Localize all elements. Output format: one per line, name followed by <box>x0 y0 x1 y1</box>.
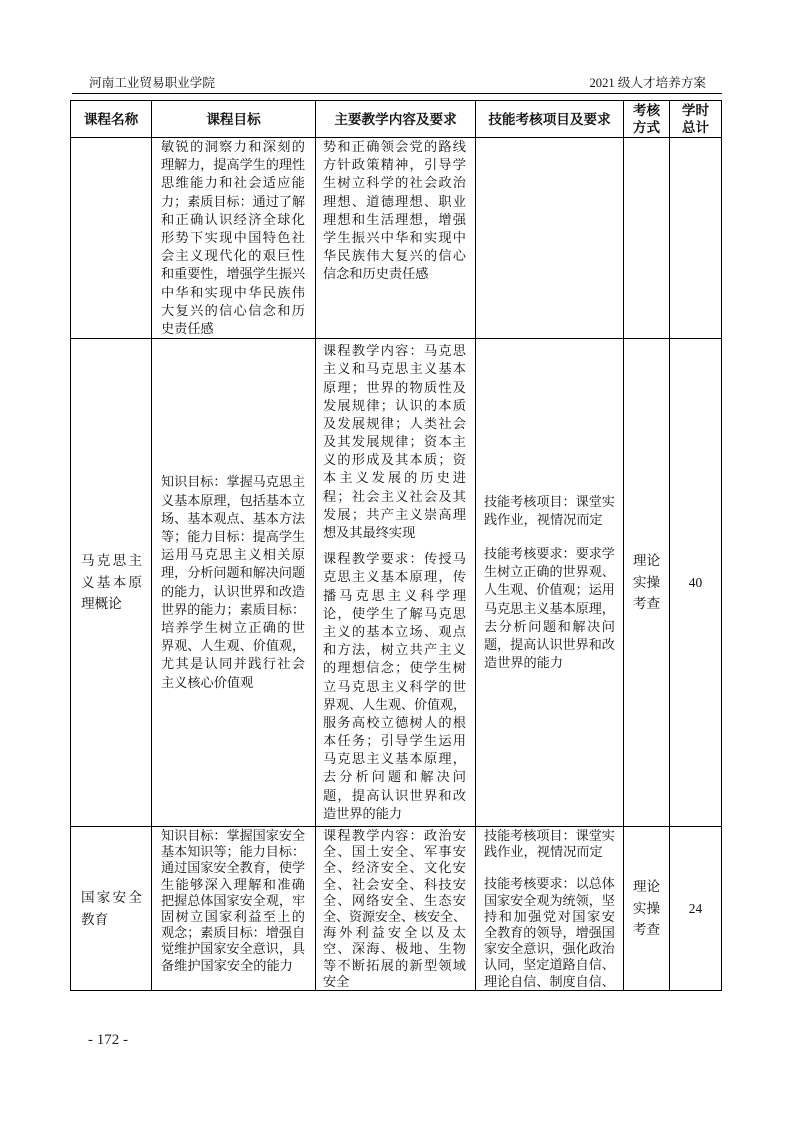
cell-paragraph <box>161 138 305 338</box>
cell-course-name <box>71 138 152 339</box>
text-line: 题，提高认识世界和改 <box>484 637 615 653</box>
text-line: 全教育的领导，增强国 <box>484 925 615 940</box>
text-line: 家安全意识，强化政治 <box>484 941 615 957</box>
text-line: 及发展规律；人类社会 <box>323 415 466 431</box>
cell-method <box>624 339 670 827</box>
text-line: 大复兴的信心信念和历 <box>161 302 305 318</box>
text-line: 运用马克思主义相关原 <box>161 547 305 563</box>
text-line: 理，分析问题和解决问题 <box>161 565 306 581</box>
text-line: 史责任感 <box>161 320 214 336</box>
text-line: 持和加强党对国家安 <box>484 908 615 924</box>
text-line: 理想、道德理想、职业 <box>323 193 466 209</box>
cell-paragraph <box>161 828 305 974</box>
hours-text: 40 <box>688 574 703 590</box>
text-line: 全、资源安全、核安全、 <box>323 909 467 924</box>
text-line: 造世界的能力 <box>484 655 564 671</box>
cell-course-name <box>71 827 152 991</box>
text-line: 播马克思主义科学理 <box>323 587 466 603</box>
column-header-skills: 技能考核项目及要求 <box>476 101 624 138</box>
course-name-text: 国家安全教育 <box>81 890 142 927</box>
cell-objectives <box>152 138 316 339</box>
text-line: 去分析问题和解决问 <box>323 769 466 785</box>
text-line: 克思主义基本原理，传 <box>323 569 466 585</box>
text-line: 论，使学生了解马克思 <box>323 605 466 621</box>
school-name: 河南工业贸易职业学院 <box>89 76 215 90</box>
text-line: 等不断拓展的新型领域 <box>323 957 466 973</box>
text-line: 主义的基本立场、观点 <box>323 623 466 639</box>
text-line: 义基本原理，包括基本立 <box>161 492 306 508</box>
text-line: 觉维护国家安全意识，具 <box>161 941 306 957</box>
cell-hours <box>670 827 722 991</box>
text-line: 敏锐的洞察力和深刻的 <box>161 139 305 154</box>
page-number: - 172 - <box>88 1032 128 1048</box>
hours-text: 24 <box>688 900 703 916</box>
text-line: 知识目标：掌握国家安全 <box>161 828 306 844</box>
text-line: 场、基本观点、基本方法 <box>161 510 306 526</box>
text-line: 马克思主义基本原理， <box>323 751 466 767</box>
cell-method <box>624 138 670 339</box>
text-line: 课程教学内容：政治安 <box>323 828 466 844</box>
text-line: 和方法，树立共产主义 <box>323 642 466 658</box>
text-line: 课程教学内容：马克思 <box>323 343 466 359</box>
text-line: 等；能力目标：提高学生 <box>161 529 306 544</box>
text-line: 理论自信、制度自信、 <box>484 973 615 989</box>
text-line: 本任务；引导学生运用 <box>323 733 466 749</box>
text-line: 课程教学要求：传授马 <box>323 551 466 567</box>
text-line: 界观、人生观、价值观， <box>323 696 467 712</box>
cell-hours <box>670 138 722 339</box>
text-line: 和正确认识经济全球化 <box>161 211 305 227</box>
text-line: 通过国家安全教育，使学 <box>161 860 306 876</box>
text-line: 认同，坚定道路自信、 <box>484 957 615 973</box>
text-line: 题，提高认识世界和改 <box>323 787 466 803</box>
text-line: 原理；世界的物质性及 <box>323 379 466 395</box>
cell-objectives <box>152 339 316 827</box>
text-line: 技能考核项目：课堂实 <box>484 828 615 844</box>
text-line: 和重要性，增强学生振兴 <box>161 266 306 282</box>
text-line: 发展；共产主义崇高理 <box>323 506 466 522</box>
cell-paragraph <box>484 545 615 672</box>
cell-paragraph <box>484 876 615 989</box>
text-line: 主义和马克思主义基本 <box>323 361 466 377</box>
text-line: 固树立国家利益至上的 <box>161 909 305 924</box>
text-line: 生树立科学的社会政治 <box>323 175 466 191</box>
text-line: 生树立正确的世界观、 <box>484 564 615 580</box>
text-line: 培养学生树立正确的世 <box>161 619 305 635</box>
text-line: 全、经济安全、文化安 <box>323 860 466 876</box>
cell-content <box>316 138 476 339</box>
text-line: 国家安全观为统领，坚 <box>484 892 615 908</box>
course-name-text: 马克思主义基本原理概论 <box>81 553 142 612</box>
text-line: 思维能力和社会适应能 <box>161 175 305 191</box>
text-line: 技能考核要求：以总体 <box>484 876 615 892</box>
text-line: 生能够深入理解和准确 <box>161 876 305 892</box>
cell-method <box>624 827 670 991</box>
text-line: 及其发展规律；资本主 <box>323 434 466 450</box>
cell-skills <box>476 827 624 991</box>
column-header-objectives: 课程目标 <box>152 101 316 138</box>
text-line: 知识目标：掌握马克思主 <box>161 474 306 490</box>
text-line: 空、深海、极地、生物 <box>323 941 466 957</box>
text-line: 华民族伟大复兴的信心 <box>323 248 466 264</box>
cell-paragraph <box>323 138 466 284</box>
text-line: 的理想信念；使学生树 <box>323 660 466 676</box>
header-rule <box>72 93 722 95</box>
text-line: 践作业，视情况而定 <box>484 511 603 527</box>
text-line: 义的形成及其本质；资 <box>323 452 466 468</box>
plan-title: 2021 级人才培养方案 <box>589 76 706 90</box>
cell-hours <box>670 339 722 827</box>
text-line: 力；素质目标：通过了解 <box>161 193 306 209</box>
text-line: 立马克思主义科学的世 <box>323 678 466 694</box>
cell-content <box>316 339 476 827</box>
text-line: 备维护国家安全的能力 <box>161 957 293 973</box>
text-line: 的能力，认识世界和改造 <box>161 583 306 599</box>
table-row <box>71 339 722 827</box>
text-line: 界观、人生观、价值观， <box>161 638 306 654</box>
cell-paragraph <box>161 473 305 691</box>
cell-skills <box>476 339 624 827</box>
method-text: 理论实操考查 <box>632 879 661 938</box>
method-text: 理论实操考查 <box>632 553 661 612</box>
text-line: 观念；素质目标：增强自 <box>161 925 306 941</box>
text-line: 会主义现代化的艰巨性 <box>161 248 305 264</box>
table-header-row <box>71 101 722 138</box>
column-header-content: 主要教学内容及要求 <box>316 101 476 138</box>
text-line: 主义核心价值观 <box>161 674 254 690</box>
cell-content <box>316 827 476 991</box>
text-line: 学生振兴中华和实现中 <box>323 229 466 245</box>
text-line: 全、社会安全、科技安 <box>323 876 466 892</box>
text-line: 信念和历史责任感 <box>323 266 429 282</box>
text-line: 造世界的能力 <box>323 805 403 821</box>
text-line: 马克思主义基本原理， <box>484 600 615 616</box>
text-line: 程；社会主义社会及其 <box>323 488 466 504</box>
text-line: 想及其最终实现 <box>323 525 416 540</box>
curriculum-table <box>70 100 722 991</box>
cell-paragraph <box>323 550 466 823</box>
cell-skills <box>476 138 624 339</box>
text-line: 本主义发展的历史进 <box>323 470 466 486</box>
text-line: 海外利益安全以及太 <box>323 925 466 941</box>
cell-paragraph <box>323 342 466 542</box>
cell-course-name <box>71 339 152 827</box>
text-line: 基本知识等；能力目标： <box>161 844 306 860</box>
text-line: 全、网络安全、生态安 <box>323 892 466 908</box>
text-line: 践作业，视情况而定 <box>484 844 603 860</box>
column-header-method: 考核方式 <box>624 101 670 138</box>
text-line: 技能考核要求：要求学 <box>484 546 615 562</box>
table-body <box>71 138 722 991</box>
text-line: 形势下实现中国特色社 <box>161 229 305 245</box>
text-line: 理解力，提高学生的理性 <box>161 157 306 173</box>
text-line: 人生观、价值观；运用 <box>484 582 615 598</box>
text-line: 理想和生活理想，增强 <box>323 211 466 227</box>
text-line: 把握总体国家安全观，牢 <box>161 892 306 908</box>
text-line: 技能考核项目：课堂实 <box>484 493 615 509</box>
text-line: 世界的能力；素质目标： <box>161 601 306 617</box>
text-line: 势和正确领会党的路线 <box>323 139 466 154</box>
text-line: 方针政策精神，引导学 <box>323 157 466 173</box>
text-line: 中华和实现中华民族伟 <box>161 284 305 300</box>
table-row <box>71 827 722 991</box>
text-line: 发展规律；认识的本质 <box>323 397 466 413</box>
text-line: 服务高校立德树人的根 <box>323 714 466 730</box>
text-line: 去分析问题和解决问 <box>484 618 615 634</box>
column-header-hours: 学时总计 <box>670 101 722 138</box>
cell-objectives <box>152 827 316 991</box>
cell-paragraph <box>323 828 466 990</box>
table-row <box>71 138 722 339</box>
text-line: 尤其是认同并践行社会 <box>161 656 305 672</box>
column-header-course-name: 课程名称 <box>71 101 152 138</box>
text-line: 全、国土安全、军事安 <box>323 844 466 860</box>
cell-paragraph <box>484 828 615 860</box>
text-line: 安全 <box>323 973 350 989</box>
cell-paragraph <box>484 493 615 529</box>
